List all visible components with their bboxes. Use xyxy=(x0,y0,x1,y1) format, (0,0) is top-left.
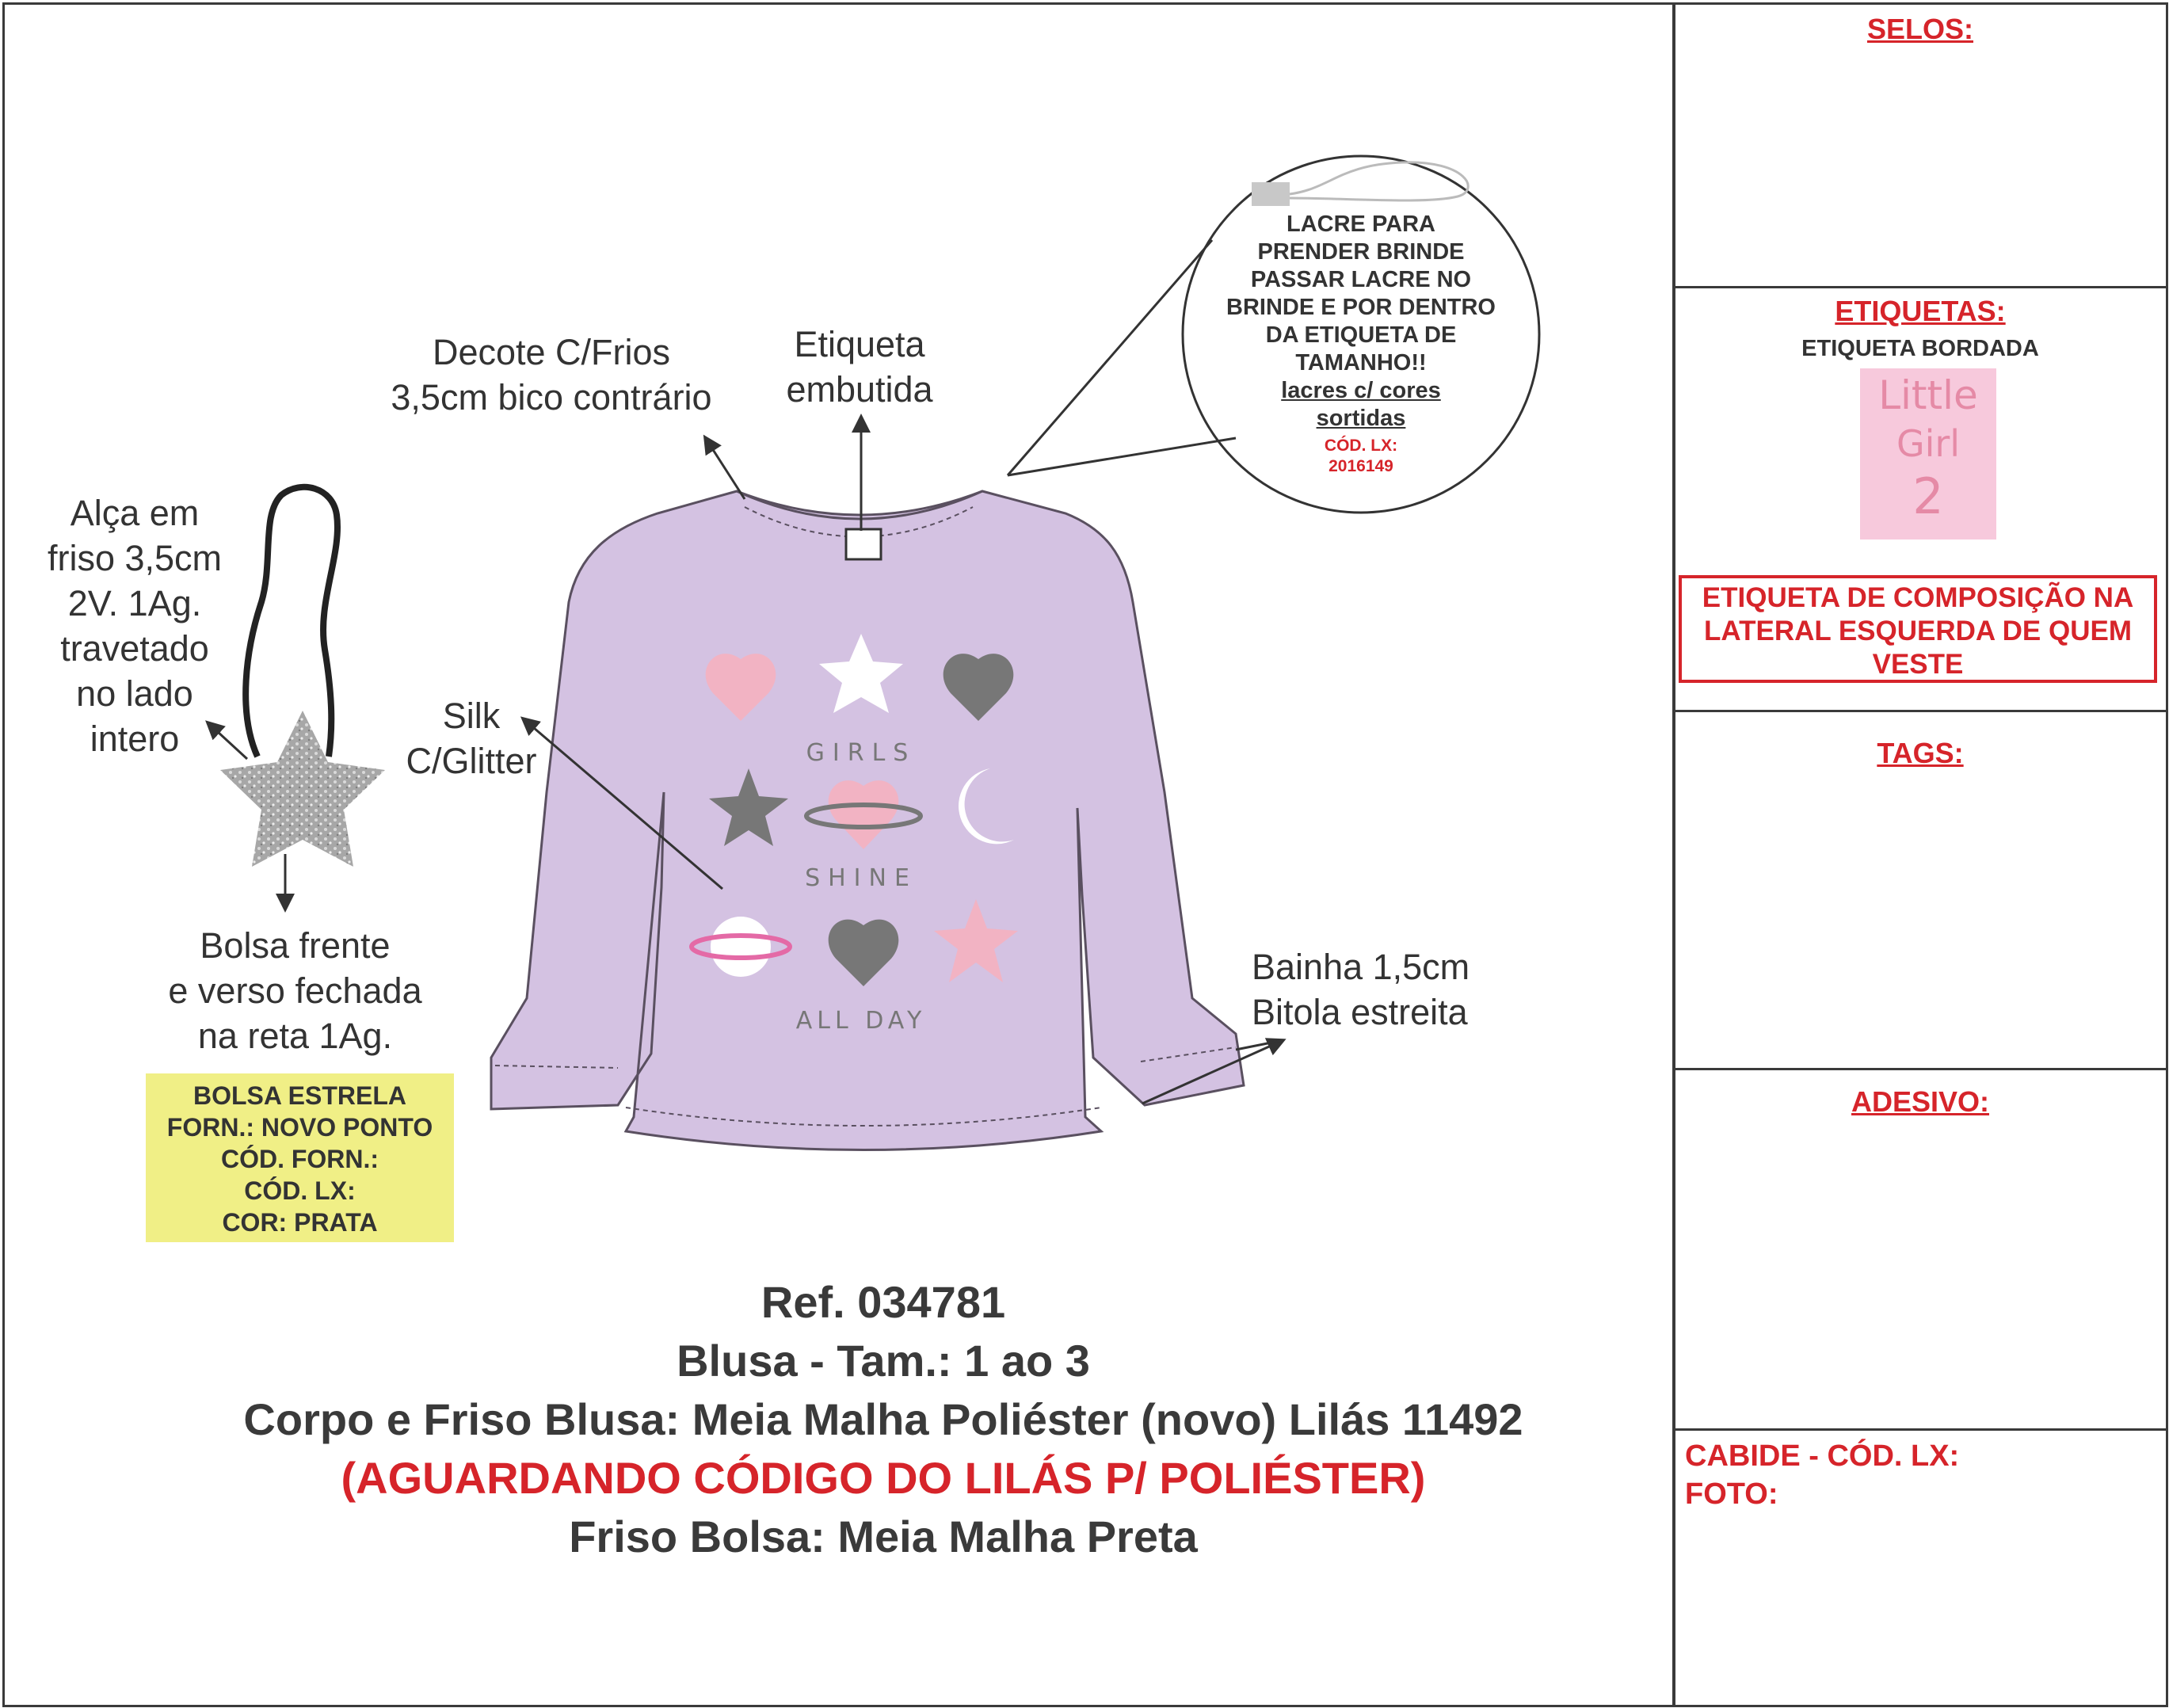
tags-title: TAGS: xyxy=(1877,737,1964,769)
etiqueta-bordada-caption: ETIQUETA BORDADA xyxy=(1801,336,2039,361)
annotation-line: Silk xyxy=(442,696,501,736)
annotation-line: intero xyxy=(90,719,180,759)
composicao-line: LATERAL ESQUERDA DE QUEM xyxy=(1704,616,2132,646)
sidebar-rule xyxy=(1674,710,2167,712)
print-word: SHINE xyxy=(805,864,917,892)
bag-strap xyxy=(246,487,337,757)
foto-label: FOTO: xyxy=(1685,1477,1778,1511)
adesivo-title: ADESIVO: xyxy=(1851,1085,1990,1118)
cabide-label: CABIDE - CÓD. LX: xyxy=(1685,1439,1960,1473)
bag-info-line: FORN.: NOVO PONTO xyxy=(166,1113,433,1142)
annotation-line: Etiqueta xyxy=(794,324,925,364)
annotation-line: friso 3,5cm xyxy=(47,538,223,578)
little-girl-label xyxy=(1860,368,1996,539)
sidebar-rule xyxy=(1674,1068,2167,1070)
label-line: Little xyxy=(1878,372,1978,418)
annotation-line: Bolsa frente xyxy=(200,925,391,966)
lacre-line: PASSAR LACRE NO xyxy=(1250,267,1472,292)
annotation-line: na reta 1Ag. xyxy=(197,1016,393,1056)
annotation-line: Decote C/Frios xyxy=(432,332,671,372)
annotation-line: no lado xyxy=(76,673,193,714)
etiquetas-title: ETIQUETAS: xyxy=(1835,295,2006,327)
alca-annotation xyxy=(16,490,253,761)
label-line: Girl xyxy=(1896,422,1961,465)
arrow-bainha-branch xyxy=(1236,1040,1283,1050)
annotation-line: embutida xyxy=(786,369,933,410)
lacre-underline-line: sortidas xyxy=(1316,406,1406,431)
friso-bolsa-line: Friso Bolsa: Meia Malha Preta xyxy=(569,1512,1198,1561)
annotation-line: Bitola estreita xyxy=(1252,992,1468,1032)
neck-label xyxy=(846,529,881,559)
composicao-line: ETIQUETA DE COMPOSIÇÃO NA xyxy=(1702,582,2134,613)
sidebar-rule xyxy=(1674,286,2167,288)
bag-info-line: COR: PRATA xyxy=(222,1208,378,1237)
label-size: 2 xyxy=(1912,467,1944,525)
bag-info-line: CÓD. FORN.: xyxy=(220,1145,379,1173)
bag-info-line: BOLSA ESTRELA xyxy=(193,1081,407,1110)
bolsa-annotation xyxy=(127,923,463,1058)
lacre-tag xyxy=(1252,182,1290,206)
decote-annotation xyxy=(353,330,749,420)
composicao-line: VESTE xyxy=(1872,649,1964,680)
composicao-box xyxy=(1679,575,2157,683)
corpo-line: Corpo e Friso Blusa: Meia Malha Poliéster (novo) Lilás 11492 xyxy=(243,1394,1523,1444)
annotation-line: Alça em xyxy=(70,493,200,533)
annotation-line: 2V. 1Ag. xyxy=(67,583,202,623)
lacre-line: BRINDE E POR DENTRO xyxy=(1226,295,1496,320)
silk-annotation xyxy=(380,693,562,783)
etiqueta-annotation xyxy=(737,322,982,412)
annotation-line: e verso fechada xyxy=(168,970,422,1011)
bag-info-box xyxy=(146,1073,454,1242)
callout-line xyxy=(1008,240,1212,475)
annotation-line: Bainha 1,5cm xyxy=(1252,947,1470,987)
ref-line: Ref. 034781 xyxy=(760,1277,1006,1327)
lacre-underline-line: lacres c/ cores xyxy=(1281,378,1441,403)
lacre-code-line: 2016149 xyxy=(1328,457,1393,475)
lacre-line: DA ETIQUETA DE xyxy=(1265,322,1457,348)
planet-icon xyxy=(711,917,771,977)
annotation-line: 3,5cm bico contrário xyxy=(391,377,712,417)
lacre-text xyxy=(1195,211,1527,477)
arrow-decote xyxy=(705,437,745,499)
annotation-line: travetado xyxy=(60,628,209,669)
print-word: ALL DAY xyxy=(795,1007,927,1035)
lacre-code-line: CÓD. LX: xyxy=(1324,437,1398,455)
bainha-annotation xyxy=(1252,944,1521,1035)
aguardando-line: (AGUARDANDO CÓDIGO DO LILÁS P/ POLIÉSTER) xyxy=(341,1453,1426,1503)
lacre-line: PRENDER BRINDE xyxy=(1257,239,1465,265)
annotation-line: C/Glitter xyxy=(406,741,537,781)
selos-title: SELOS: xyxy=(1866,13,1973,45)
print-word: GIRLS xyxy=(806,739,917,767)
bag-info-line: CÓD. LX: xyxy=(244,1176,356,1205)
lacre-line: LACRE PARA xyxy=(1287,212,1435,237)
lacre-line: TAMANHO!! xyxy=(1295,350,1427,376)
blusa-line: Blusa - Tam.: 1 ao 3 xyxy=(677,1336,1090,1386)
